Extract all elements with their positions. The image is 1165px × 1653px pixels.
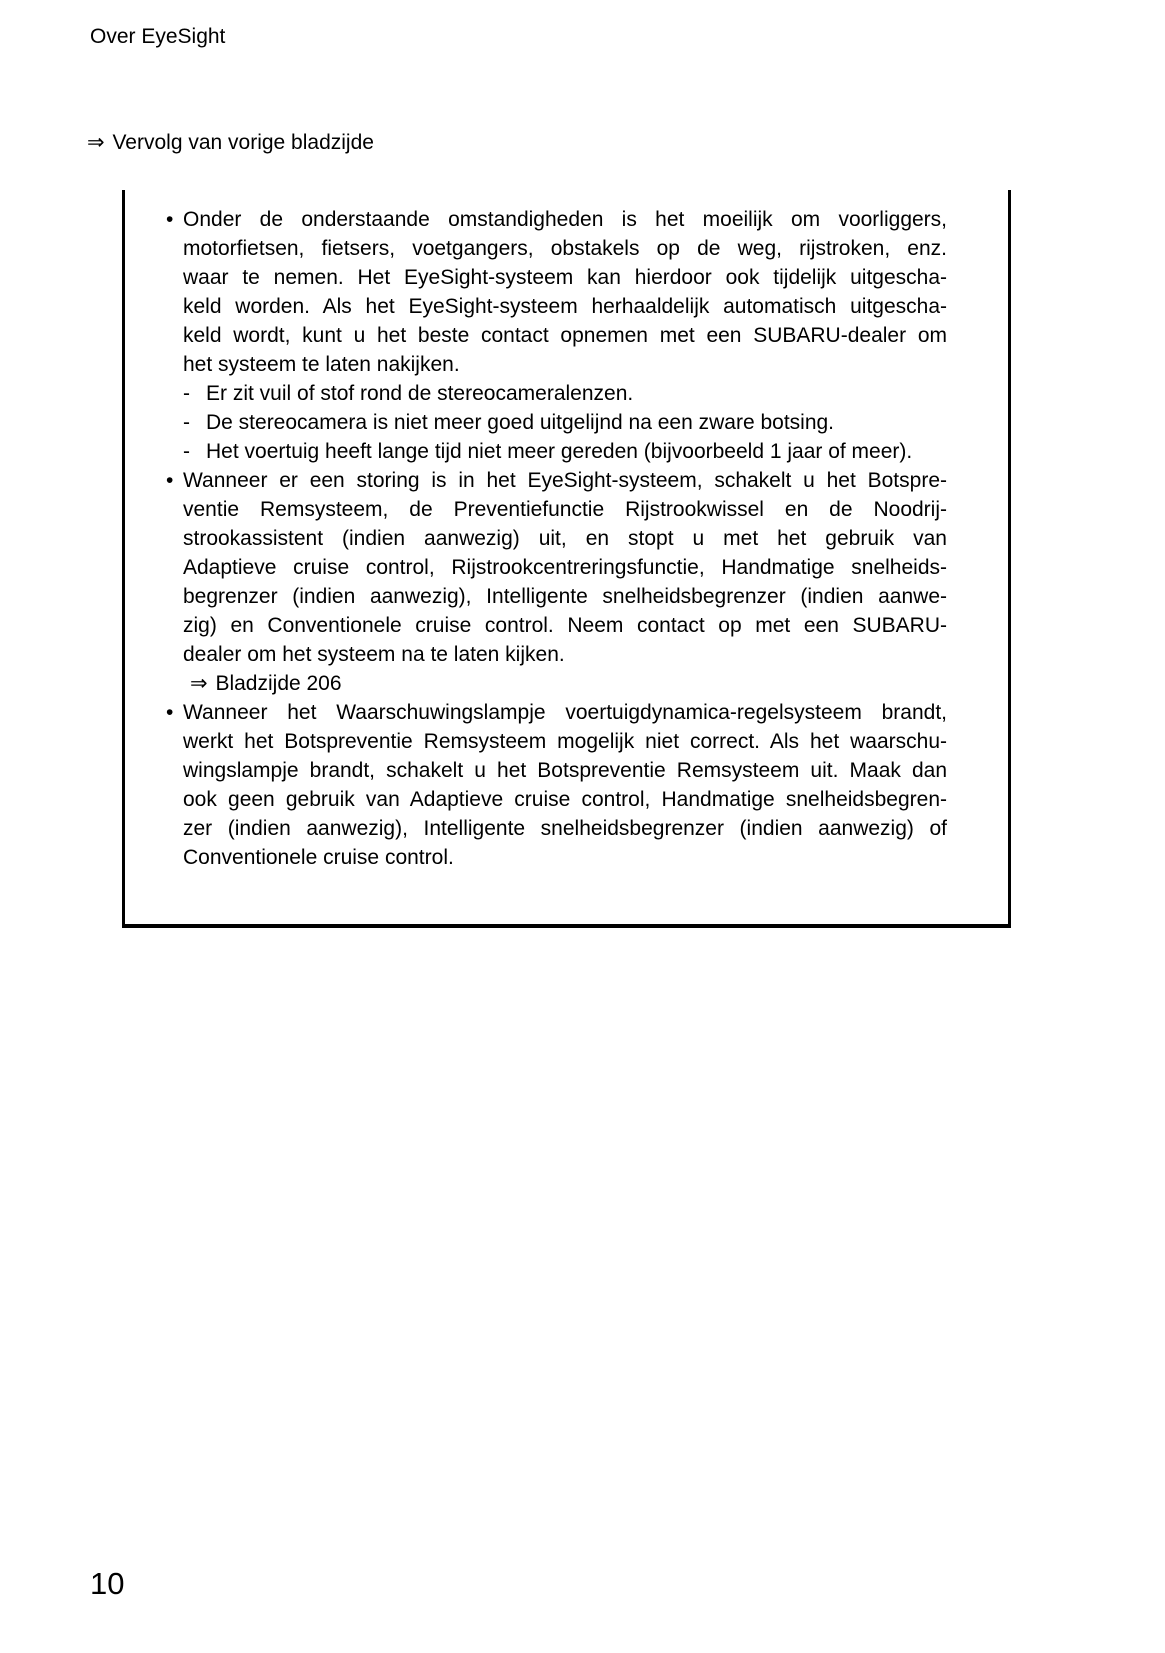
list-item	[166, 466, 947, 698]
text-line: dealer om het systeem na te laten kijken.	[183, 643, 565, 666]
continuation-text: Vervolg van vorige bladzijde	[112, 131, 374, 154]
text-line: ook geen gebruik van Adaptieve cruise control, Handmatige snelheidsbegren-	[183, 788, 947, 811]
text-line: werkt het Botspreventie Remsysteem mogelijk niet correct. Als het waarschu-	[183, 730, 947, 753]
text-line: Adaptieve cruise control, Rijstrookcentreringsfunctie, Handmatige snelheids-	[183, 556, 947, 579]
list-item	[183, 379, 947, 408]
page-reference	[183, 669, 947, 698]
text-line: motorfietsen, fietsers, voetgangers, obstakels op de weg, rijstroken, enz.	[183, 237, 947, 260]
text-line: zig) en Conventionele cruise control. Neem contact op met een SUBARU-	[183, 614, 947, 637]
caution-box	[122, 190, 1011, 928]
double-arrow-icon: ⇒	[87, 131, 107, 154]
text-line: waar te nemen. Het EyeSight-systeem kan hierdoor ook tijdelijk uitgescha-	[183, 266, 947, 289]
text-line: Wanneer het Waarschuwingslampje voertuigdynamica-regelsysteem brandt,	[183, 701, 947, 724]
text-line: Er zit vuil of stof rond de stereocameralenzen.	[206, 382, 634, 405]
text-line: begrenzer (indien aanwezig), Intelligente snelheidsbegrenzer (indien aanwe-	[183, 585, 947, 608]
list-item	[166, 205, 947, 379]
continuation-note	[87, 131, 374, 155]
text-line: keld worden. Als het EyeSight-systeem herhaaldelijk automatisch uitgescha-	[183, 295, 947, 318]
text-line: strookassistent (indien aanwezig) uit, en stopt u met het gebruik van	[183, 527, 947, 550]
text-line: keld wordt, kunt u het beste contact opnemen met een SUBARU-dealer om	[183, 324, 947, 347]
text-line: Wanneer er een storing is in het EyeSight-systeem, schakelt u het Botspre-	[183, 469, 947, 492]
text-line: Het voertuig heeft lange tijd niet meer gereden (bijvoorbeeld 1 jaar of meer).	[206, 440, 913, 463]
text-line: Onder de onderstaande omstandigheden is het moeilijk om voorliggers,	[183, 208, 947, 231]
dash-icon: -	[183, 440, 190, 463]
bullet-icon: •	[166, 469, 174, 492]
dash-icon: -	[183, 411, 190, 434]
text-line: zer (indien aanwezig), Intelligente snelheidsbegrenzer (indien aanwezig) of	[183, 817, 947, 840]
list-item	[183, 408, 947, 437]
bullet-icon: •	[166, 208, 174, 231]
text-line: wingslampje brandt, schakelt u het Botspreventie Remsysteem uit. Maak dan	[183, 759, 947, 782]
page-reference-text: Bladzijde 206	[215, 672, 342, 695]
text-line: Conventionele cruise control.	[183, 846, 454, 869]
list-item	[183, 437, 947, 466]
double-arrow-icon: ⇒	[190, 672, 210, 695]
text-line: De stereocamera is niet meer goed uitgelijnd na een zware botsing.	[206, 411, 835, 434]
list-item	[166, 698, 947, 872]
text-line: ventie Remsysteem, de Preventiefunctie Rijstrookwissel en de Noodrij-	[183, 498, 947, 521]
dash-icon: -	[183, 382, 190, 405]
bullet-icon: •	[166, 701, 174, 724]
page-title: Over EyeSight	[90, 25, 226, 48]
text-line: het systeem te laten nakijken.	[183, 353, 460, 376]
page-number: 10	[90, 1566, 125, 1601]
